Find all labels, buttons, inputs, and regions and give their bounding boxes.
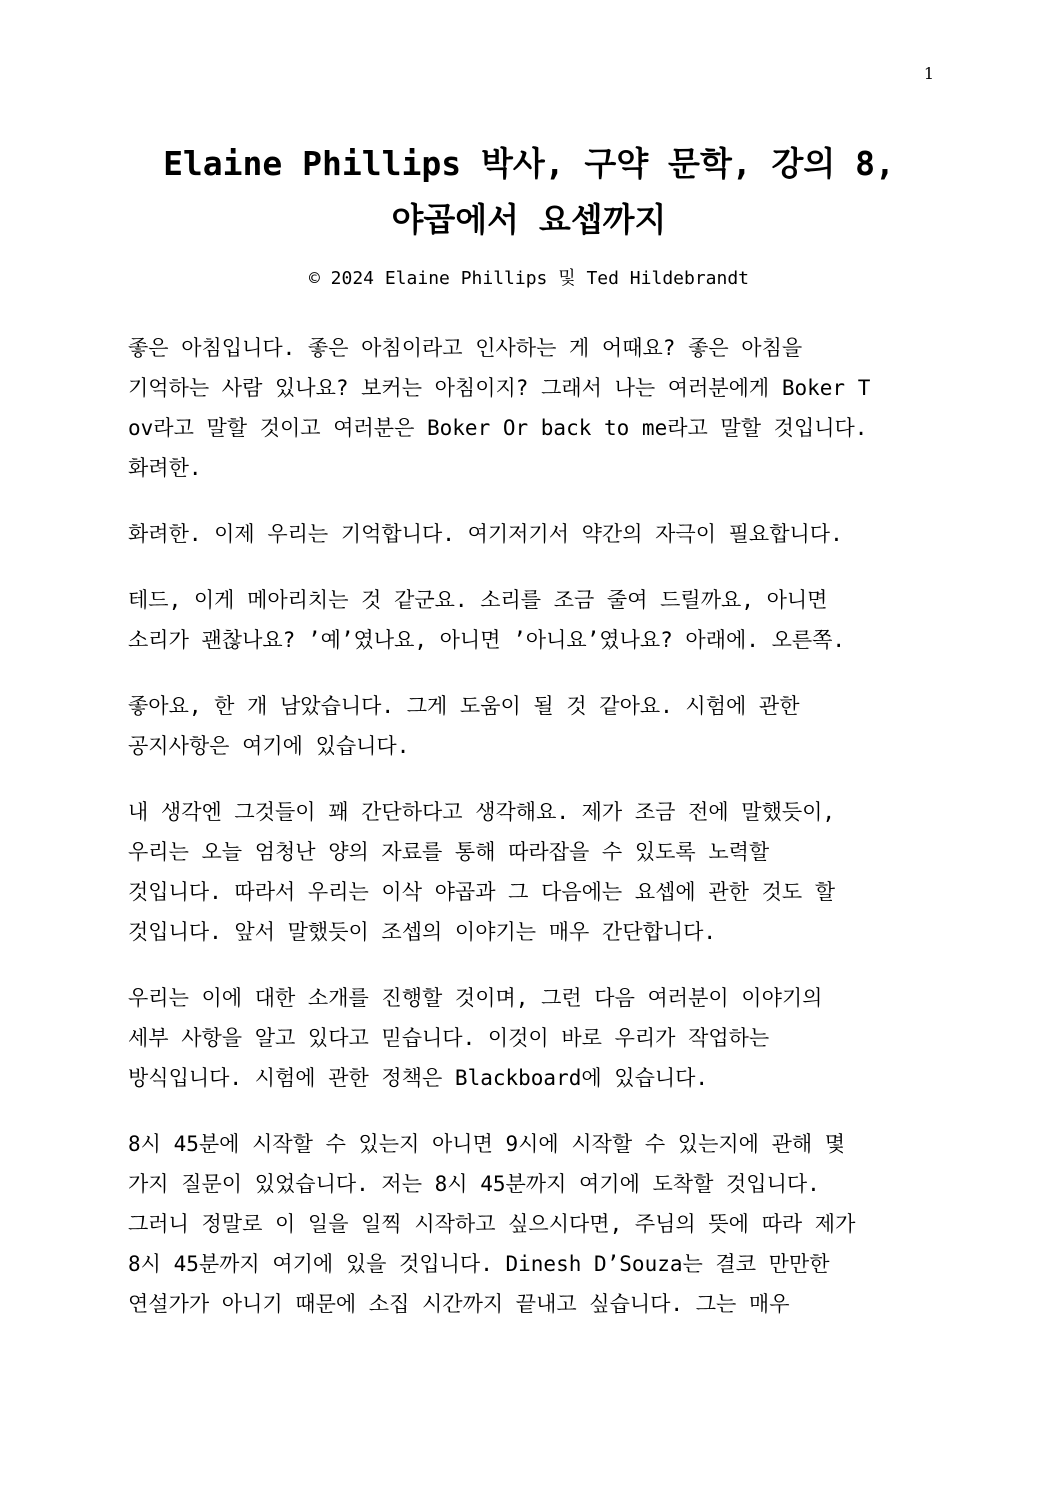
paragraph — [128, 514, 928, 554]
page-number: 1 — [923, 64, 934, 83]
paragraph — [128, 580, 928, 660]
text-line: 우리는 이에 대한 소개를 진행할 것이며, 그런 다음 여러분이 이야기의 — [128, 986, 823, 1010]
title-line: 야곱에서 요셉까지 — [391, 200, 667, 239]
text-line: 우리는 오늘 엄청난 양의 자료를 통해 따라잡을 수 있도록 노력할 — [128, 840, 770, 864]
text-line: 그러니 정말로 이 일을 일찍 시작하고 싶으시다면, 주님의 뜻에 따라 제가 — [128, 1212, 856, 1236]
text-line: 좋은 아침입니다. 좋은 아침이라고 인사하는 게 어때요? 좋은 아침을 — [128, 336, 803, 360]
text-line: 것입니다. 따라서 우리는 이삭 야곱과 그 다음에는 요셉에 관한 것도 할 — [128, 880, 836, 904]
copyright-notice: © 2024 Elaine Phillips 및 Ted Hildebrandt — [308, 268, 750, 289]
text-line: 연설가가 아니기 때문에 소집 시간까지 끝내고 싶습니다. 그는 매우 — [128, 1292, 790, 1316]
text-line: 테드, 이게 메아리치는 것 같군요. 소리를 조금 줄여 드릴까요, 아니면 — [128, 588, 828, 612]
text-line: 것입니다. 앞서 말했듯이 조셉의 이야기는 매우 간단합니다. — [128, 920, 717, 944]
text-line: 가지 질문이 있었습니다. 저는 8시 45분까지 여기에 도착할 것입니다. — [128, 1172, 820, 1196]
text-line: 8시 45분에 시작할 수 있는지 아니면 9시에 시작할 수 있는지에 관해 몇 — [128, 1132, 846, 1156]
text-line: 화려한. 이제 우리는 기억합니다. 여기저기서 약간의 자극이 필요합니다. — [128, 522, 843, 546]
paragraph — [128, 1124, 928, 1324]
text-line: 소리가 괜찮나요? ’예’였나요, 아니면 ’아니요’였나요? 아래에. 오른쪽. — [128, 628, 846, 652]
paragraph — [128, 328, 928, 488]
document-title — [100, 136, 958, 248]
paragraph — [128, 792, 928, 952]
text-line: 화려한. — [128, 456, 202, 480]
text-line: ov라고 말할 것이고 여러분은 Boker Or back to me라고 말할 것입니다. — [128, 416, 868, 440]
text-line: 내 생각엔 그것들이 꽤 간단하다고 생각해요. 제가 조금 전에 말했듯이, — [128, 800, 836, 824]
text-line: 세부 사항을 알고 있다고 믿습니다. 이것이 바로 우리가 작업하는 — [128, 1026, 770, 1050]
text-line: 좋아요, 한 개 남았습니다. 그게 도움이 될 것 같아요. 시험에 관한 — [128, 694, 800, 718]
text-line: 방식입니다. 시험에 관한 정책은 Blackboard에 있습니다. — [128, 1066, 709, 1090]
text-line: 기억하는 사람 있나요? 보커는 아침이지? 그래서 나는 여러분에게 Boker T — [128, 376, 871, 400]
transcript-body — [128, 328, 928, 1350]
title-line: Elaine Phillips 박사, 구약 문학, 강의 8, — [163, 144, 895, 183]
paragraph — [128, 686, 928, 766]
text-line: 8시 45분까지 여기에 있을 것입니다. Dinesh D’Souza는 결코 만만한 — [128, 1252, 830, 1276]
text-line: 공지사항은 여기에 있습니다. — [128, 734, 410, 758]
paragraph — [128, 978, 928, 1098]
